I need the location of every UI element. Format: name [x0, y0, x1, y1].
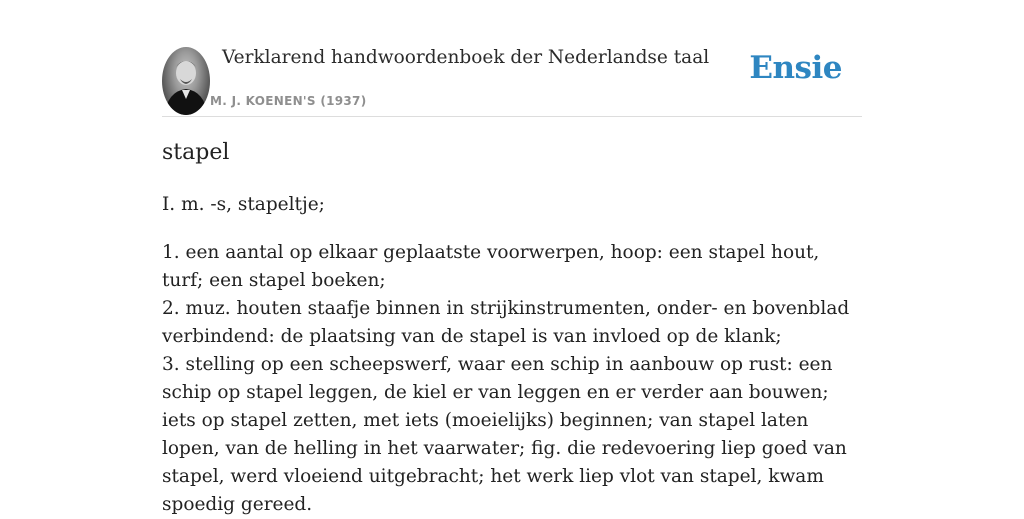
ensie-logo-link[interactable]: Ensie	[749, 50, 842, 86]
grammar-note: I. m. -s, stapeltje;	[162, 194, 325, 215]
book-title: Verklarend handwoordenboek der Nederlandse taal	[222, 47, 710, 68]
author-portrait	[162, 47, 210, 115]
page-content	[162, 0, 862, 515]
definition-list	[162, 239, 862, 519]
headword: stapel	[162, 140, 230, 165]
site-header	[162, 0, 862, 117]
definition-item: 3. stelling op een scheepswerf, waar een schip in aanbouw op rust: een schip op stapel leggen, de kiel er van leggen en er verder aan bouwen; iets op stapel zetten, met iets (moeielijks) beginnen; van stapel laten lopen, van de helling in het vaarwater; fig. die redevoering liep goed van stapel, werd vloeiend uitgebracht; het werk liep vlot van stapel, kwam spoedig gereed.	[162, 354, 847, 515]
author-label: M. J. KOENEN'S (1937)	[210, 94, 367, 108]
definition-item: 2. muz. houten staafje binnen in strijkinstrumenten, onder- en bovenblad verbindend: de plaatsing van de stapel is van invloed op de klank;	[162, 298, 850, 347]
definition-item: 1. een aantal op elkaar geplaatste voorwerpen, hoop: een stapel hout, turf; een stapel boeken;	[162, 242, 820, 291]
